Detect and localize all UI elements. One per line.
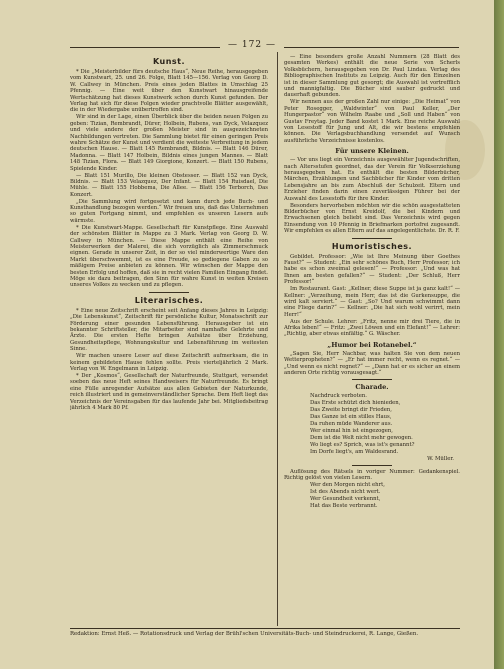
imprint-footer: Redaktion: Ernst Heß. — Rotationsdruck und Verlag der Brühl'schen Universitäts-Buch- und Steindruckerei, R. Lange, Gießen. bbox=[70, 631, 419, 637]
humor-paragraph: Aus der Schule. Lehrer: „Fritz, nenne mir drei Tiere, die in Afrika leben!“ — Fritz: „Zwei Löwen und ein Elefant!“ — Lehrer: „Richtig, aber etwas einfältig.“ G. Wäscher. bbox=[284, 318, 460, 338]
left-column bbox=[70, 54, 268, 626]
charade-poem bbox=[284, 393, 460, 455]
literarisches-paragraph: * Der „Kosmos“, Gesellschaft der Naturfreunde, Stuttgart, versendet soeben das neue Heft seines Handweisers für Naturfreunde. Es bringt eine Fülle anregender Aufsätze aus allen Gebieten der Naturkunde, reich illustriert und in gemeinverständlicher Sprache. Dem Heft liegt das Verzeichnis der Vereinsgaben für das laufende Jahr bei. Mitgliedsbeitrag jährlich 4 Mark 80 Pf. bbox=[70, 372, 268, 411]
book-review-body bbox=[284, 54, 460, 144]
solution-line: Ist des Abends nicht wert. bbox=[310, 489, 381, 496]
section-heading-kleinen: Für unsere Kleinen. bbox=[335, 147, 409, 156]
page-number: — 172 — bbox=[228, 40, 276, 50]
humor-paragraph: Im Restaurant. Gast: „Kellner, diese Suppe ist ja ganz kalt!“ — Kellner: „Verzeihung, mein Herr, das ist die Gurkensuppe, die wird kalt serviert.“ — Gast: „So? Und warum schwimmt dann eine Fliege darin?“ — Kellner: „Die hat sich wohl verirrt, mein Herr!“ bbox=[284, 286, 460, 318]
humor-paragraph: Gebildet. Professor: „Wie ist Ihre Meinung über Goethes Faust?“ — Student: „Ein sehr schönes Buch, Herr Professor; ich habe es schon zweimal gelesen!“ — Professor: „Und was hat Ihnen am besten gefallen?“ — Student: „Der Schluß, Herr Professor!“ bbox=[284, 253, 460, 286]
header-rule-left bbox=[70, 47, 220, 48]
kunst-paragraph: * Die „Meisterbilder fürs deutsche Haus“, Neue Reihe, herausgegeben vom Kunstwart, 25. und 26. Folge, Blatt 145—156. Verlag von Georg D. W. Callwey in München. Preis eines jeden Blattes in Umschlag 25 Pfennig. — Eine weit über den Kunstwart hinausgreifende Wertschätzung hat dieses Kunstwerk schon durch Kunst gefunden. Der Verlag hat sich für diese Folgen wieder prachtvolle Blätter ausgewählt, die in der Wiedergabe unübertroffen sind. bbox=[70, 69, 268, 114]
charade-line: Das Zweite bringt dir Frieden, bbox=[310, 407, 392, 414]
humor-subheading: „Humor bei Rotanebel.“ bbox=[327, 340, 417, 349]
charade-line: Wo liegt es? Sprich, was ist's genannt? bbox=[310, 441, 415, 448]
footer-rule bbox=[70, 628, 460, 629]
charade-signature: W. Müller. bbox=[427, 455, 454, 462]
kunst-paragraph: * Die Kunstwart-Mappe. Gesellschaft für Kunstpflege. Eine Auswahl der schönsten Blätter in Mappe zu 3 Mark. Verlag von Georg D. W. Callwey in München. — Diese Mappe enthält eine Reihe von Meisterwerken der Malerei, die sich vorzüglich als Zimmerschmuck eignen. Gerade in unserer Zeit, in der so viel minderwertige Ware den Markt überschwemmt, ist es eine Freude, so gediegene Gaben zu so mäßigem Preise anbieten zu können. Wir wünschen der Mappe den besten Erfolg und hoffen, daß sie in recht vielen Familien Eingang findet. Möge sie dazu beitragen, den Sinn für wahre Kunst in weiten Kreisen unseres Volkes zu wecken und zu pflegen. bbox=[70, 224, 268, 289]
solution-poem bbox=[284, 482, 460, 509]
solution-line: Wer Gesundheit verkennt, bbox=[310, 496, 381, 503]
humor-section-body bbox=[284, 254, 460, 338]
section-divider bbox=[352, 379, 392, 380]
solution-line: Wer den Morgen nicht ehrt, bbox=[310, 482, 385, 489]
charade-line: Im Dorfe liegt's, am Waldesrand. bbox=[310, 448, 399, 455]
kunst-paragraph: — Blatt 151 Murillo, Die kleinen Obstesser. — Blatt 152 van Dyck, Bildnis. — Blatt 153 Velazquez, Der Infant. — Blatt 154 Ruisdael, Die Mühle. — Blatt 155 Hobbema, Die Allee. — Blatt 156 Terborch, Das Konzert. bbox=[70, 172, 268, 198]
charade-line: Das Ganze ist ein stilles Haus, bbox=[310, 414, 392, 421]
charade-heading: Charade. bbox=[355, 383, 389, 392]
book-review-paragraph: Wir nennen aus der großen Zahl nur einige: „Die Heimat“ von Peter Rosegger, „Waldwinter“ von Paul Keller, „Der Hungerpastor“ von Wilhelm Raabe und „Soll und Haben“ von Gustav Freytag. Jeder Band kostet 1 Mark. Eine reiche Auswahl von Lesestoff für Jung und Alt, die wir bestens empfehlen können. Die Verlagsbuchhandlung versendet auf Wunsch ausführliche Verzeichnisse kostenlos. bbox=[284, 99, 460, 144]
kleinen-paragraph: Besonders hervorheben möchten wir die schön ausgestatteten Bilderbücher von Ernst Kreidolf, die bei Kindern und Erwachsenen gleich beliebt sind. Das Verzeichnis wird gegen Einsendung von 10 Pfennig in Briefmarken portofrei zugesandt. Wir empfehlen es allen Eltern auf das angelegentlichste. Dr. R. F. bbox=[284, 202, 460, 235]
literarisches-paragraph: * Eine neue Zeitschrift erscheint seit Anfang dieses Jahres in Leipzig: „Die Lebenskunst“, Zeitschrift für persönliche Kultur, Monatsschrift zur Förderung einer gesunden Lebensführung. Herausgeber ist ein bekannter Schriftsteller, die Mitarbeiter sind namhafte Gelehrte und Ärzte. Die ersten Hefte bringen Aufsätze über Erziehung, Gesundheitspflege, Wohnungskultur und Lebensführung im weitesten Sinne. bbox=[70, 307, 268, 353]
charade-line: Wer einmal hin ist eingezogen, bbox=[310, 428, 393, 434]
charade-line: Nachdruck verboten. bbox=[310, 393, 367, 400]
kleinen-paragraph: — Vor uns liegt ein Verzeichnis ausgewählter Jugendschriften, nach Altersstufen geordnet, das der Verein für Volkserziehung herausgegeben hat. Es enthält die besten Bilderbücher, Märchen, Erzählungen und Sachbücher für Kinder vom dritten Lebensjahre an bis zum Abschluß der Schulzeit. Eltern und Erzieher finden darin einen zuverlässigen Führer bei der Auswahl des Lesestoffs für ihre Kinder. bbox=[284, 157, 460, 202]
kunst-paragraph: Wir sind in der Lage, einen Überblick über die beiden neuen Folgen zu geben: Tizian, Rembrandt, Dürer, Holbein, Rubens, van Dyck, Velazquez und viele andere der großen Meister sind in ausgezeichneten Nachbildungen vertreten. Die Sammlung bietet für einen geringen Preis wahre Schätze der Kunst und verdient die weiteste Verbreitung in jedem deutschen Hause. — Blatt 145 Rembrandt, Bildnis. — Blatt 146 Dürer, Madonna. — Blatt 147 Holbein, Bildnis eines jungen Mannes. — Blatt 148 Tizian, Flora. — Blatt 149 Giorgione, Konzert. — Blatt 150 Rubens, Spielende Kinder. bbox=[70, 114, 268, 172]
page-edge-border bbox=[494, 0, 504, 669]
charade-line: Da ruhen müde Wanderer aus. bbox=[310, 421, 393, 428]
humor-sub-paragraph: „Sagen Sie, Herr Nachbar, was halten Sie von dem neuen Wetterpropheten?“ — „Er hat immer recht, wenn es regnet.“ — „Und wenn es nicht regnet?“ — „Dann hat er es sicher an einem anderen Orte richtig vorausgesagt.“ bbox=[284, 350, 460, 377]
kunst-paragraph: „Die Sammlung wird fortgesetzt und kann durch jede Buch- und Kunsthandlung bezogen werden.“ Wir freuen uns, daß das Unternehmen so guten Fortgang nimmt, und empfehlen es unseren Lesern aufs wärmste. bbox=[70, 198, 268, 224]
literarisches-section-body bbox=[70, 308, 268, 412]
right-column bbox=[284, 54, 460, 626]
charade-line: Das Erste schützt dich hienieden, bbox=[310, 400, 401, 407]
section-divider bbox=[352, 465, 392, 466]
header-rule-right bbox=[284, 47, 459, 48]
kunst-section-body bbox=[70, 69, 268, 289]
kleinen-section-body bbox=[284, 157, 460, 234]
solution-text: Auflösung des Rätsels in voriger Nummer: Gedankenspiel. Richtig gelöst von vielen Lesern. bbox=[284, 469, 460, 482]
solution-line: Hat das Beste verbrannt. bbox=[310, 503, 378, 510]
section-heading-kunst: Kunst. bbox=[152, 57, 186, 66]
section-heading-humor: Humoristisches. bbox=[331, 241, 413, 251]
column-divider bbox=[277, 52, 278, 626]
section-heading-literarisches: Literarisches. bbox=[134, 295, 204, 305]
charade-line: Dem ist die Welt nicht mehr gewogen. bbox=[310, 434, 413, 441]
section-divider bbox=[149, 292, 189, 293]
literarisches-paragraph: Wir machen unsere Leser auf diese Zeitschrift aufmerksam, die in keinem gebildeten Hause fehlen sollte. Preis vierteljährlich 2 Mark. Verlag von W. Engelmann in Leipzig. bbox=[70, 353, 268, 372]
section-divider bbox=[352, 238, 392, 239]
book-review-paragraph: — Eine besonders große Anzahl Nummern (28 Blatt des gesamten Werkes) enthält die neue Serie von Scherls Volksbüchern, herausgegeben von Dr. Paul Lindau. Verlag des Bibliographischen Instituts zu Leipzig. Auch für den Einzelnen ist in dieser Sammlung gut gesorgt; die Auswahl ist vortrefflich und mannigfaltig. Die Bücher sind sauber gedruckt und dauerhaft gebunden. bbox=[284, 54, 460, 99]
